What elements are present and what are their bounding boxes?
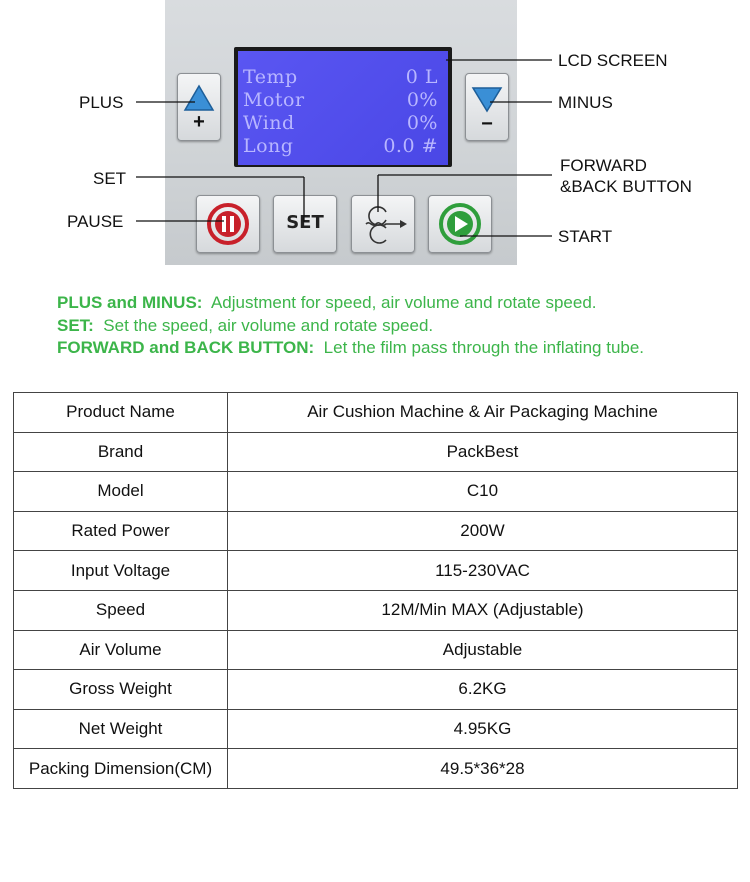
lcd-value: 0.0 #: [383, 135, 438, 157]
spec-key: Air Volume: [14, 630, 228, 670]
spec-key: Gross Weight: [14, 670, 228, 710]
spec-value: 6.2KG: [228, 670, 738, 710]
description-term: PLUS and MINUS:: [57, 293, 203, 312]
table-row: [14, 630, 738, 670]
callout-pause: PAUSE: [67, 212, 124, 231]
spec-key: Brand: [14, 432, 228, 472]
lcd-label: Long: [243, 135, 294, 157]
table-row: [14, 590, 738, 630]
description-text: Adjustment for speed, air volume and rotate speed.: [210, 293, 597, 312]
description-term: SET:: [57, 316, 94, 335]
spec-key: Product Name: [14, 393, 228, 433]
lcd-label: Motor: [243, 89, 305, 111]
spec-key: Model: [14, 472, 228, 512]
description-plus-minus: [57, 293, 597, 313]
spec-value: 115-230VAC: [228, 551, 738, 591]
minus-symbol: −: [481, 113, 493, 135]
spec-key: Speed: [14, 590, 228, 630]
spec-value: 49.5*36*28: [228, 749, 738, 789]
table-row: [14, 670, 738, 710]
table-row: [14, 472, 738, 512]
table-row: [14, 551, 738, 591]
table-row: [14, 709, 738, 749]
spec-key: Net Weight: [14, 709, 228, 749]
spec-value: 12M/Min MAX (Adjustable): [228, 590, 738, 630]
spec-value: Air Cushion Machine & Air Packaging Machine: [228, 393, 738, 433]
description-term: FORWARD and BACK BUTTON:: [57, 338, 315, 357]
description-text: Let the film pass through the inflating tube.: [323, 338, 645, 357]
spec-value: 4.95KG: [228, 709, 738, 749]
callout-plus: PLUS: [79, 93, 124, 112]
callout-forward-line2: &BACK BUTTON: [560, 177, 692, 196]
spec-key: Rated Power: [14, 511, 228, 551]
table-row: [14, 432, 738, 472]
table-row: [14, 749, 738, 789]
spec-value: 200W: [228, 511, 738, 551]
table-row: [14, 511, 738, 551]
spec-value: PackBest: [228, 432, 738, 472]
plus-symbol: +: [193, 111, 205, 133]
callout-set: SET: [93, 169, 127, 188]
spec-key: Packing Dimension(CM): [14, 749, 228, 789]
callout-minus: MINUS: [558, 93, 613, 112]
spec-table: [13, 392, 738, 789]
lcd-value: 0%: [406, 112, 438, 134]
lcd-value: 0%: [406, 89, 438, 111]
lcd-label: Temp: [243, 66, 298, 88]
spec-key: Input Voltage: [14, 551, 228, 591]
lcd-label: Wind: [243, 112, 295, 134]
description-forward-back: [57, 338, 644, 358]
lcd-value: 0 L: [405, 66, 438, 88]
table-row: [14, 393, 738, 433]
callout-start: START: [558, 227, 613, 246]
description-text: Set the speed, air volume and rotate speed.: [103, 316, 434, 335]
description-set: [57, 316, 433, 336]
spec-value: C10: [228, 472, 738, 512]
callout-forward-line1: FORWARD: [560, 156, 647, 175]
spec-value: Adjustable: [228, 630, 738, 670]
callout-lcd-screen: LCD SCREEN: [558, 51, 668, 70]
set-button-label: SET: [286, 212, 324, 233]
